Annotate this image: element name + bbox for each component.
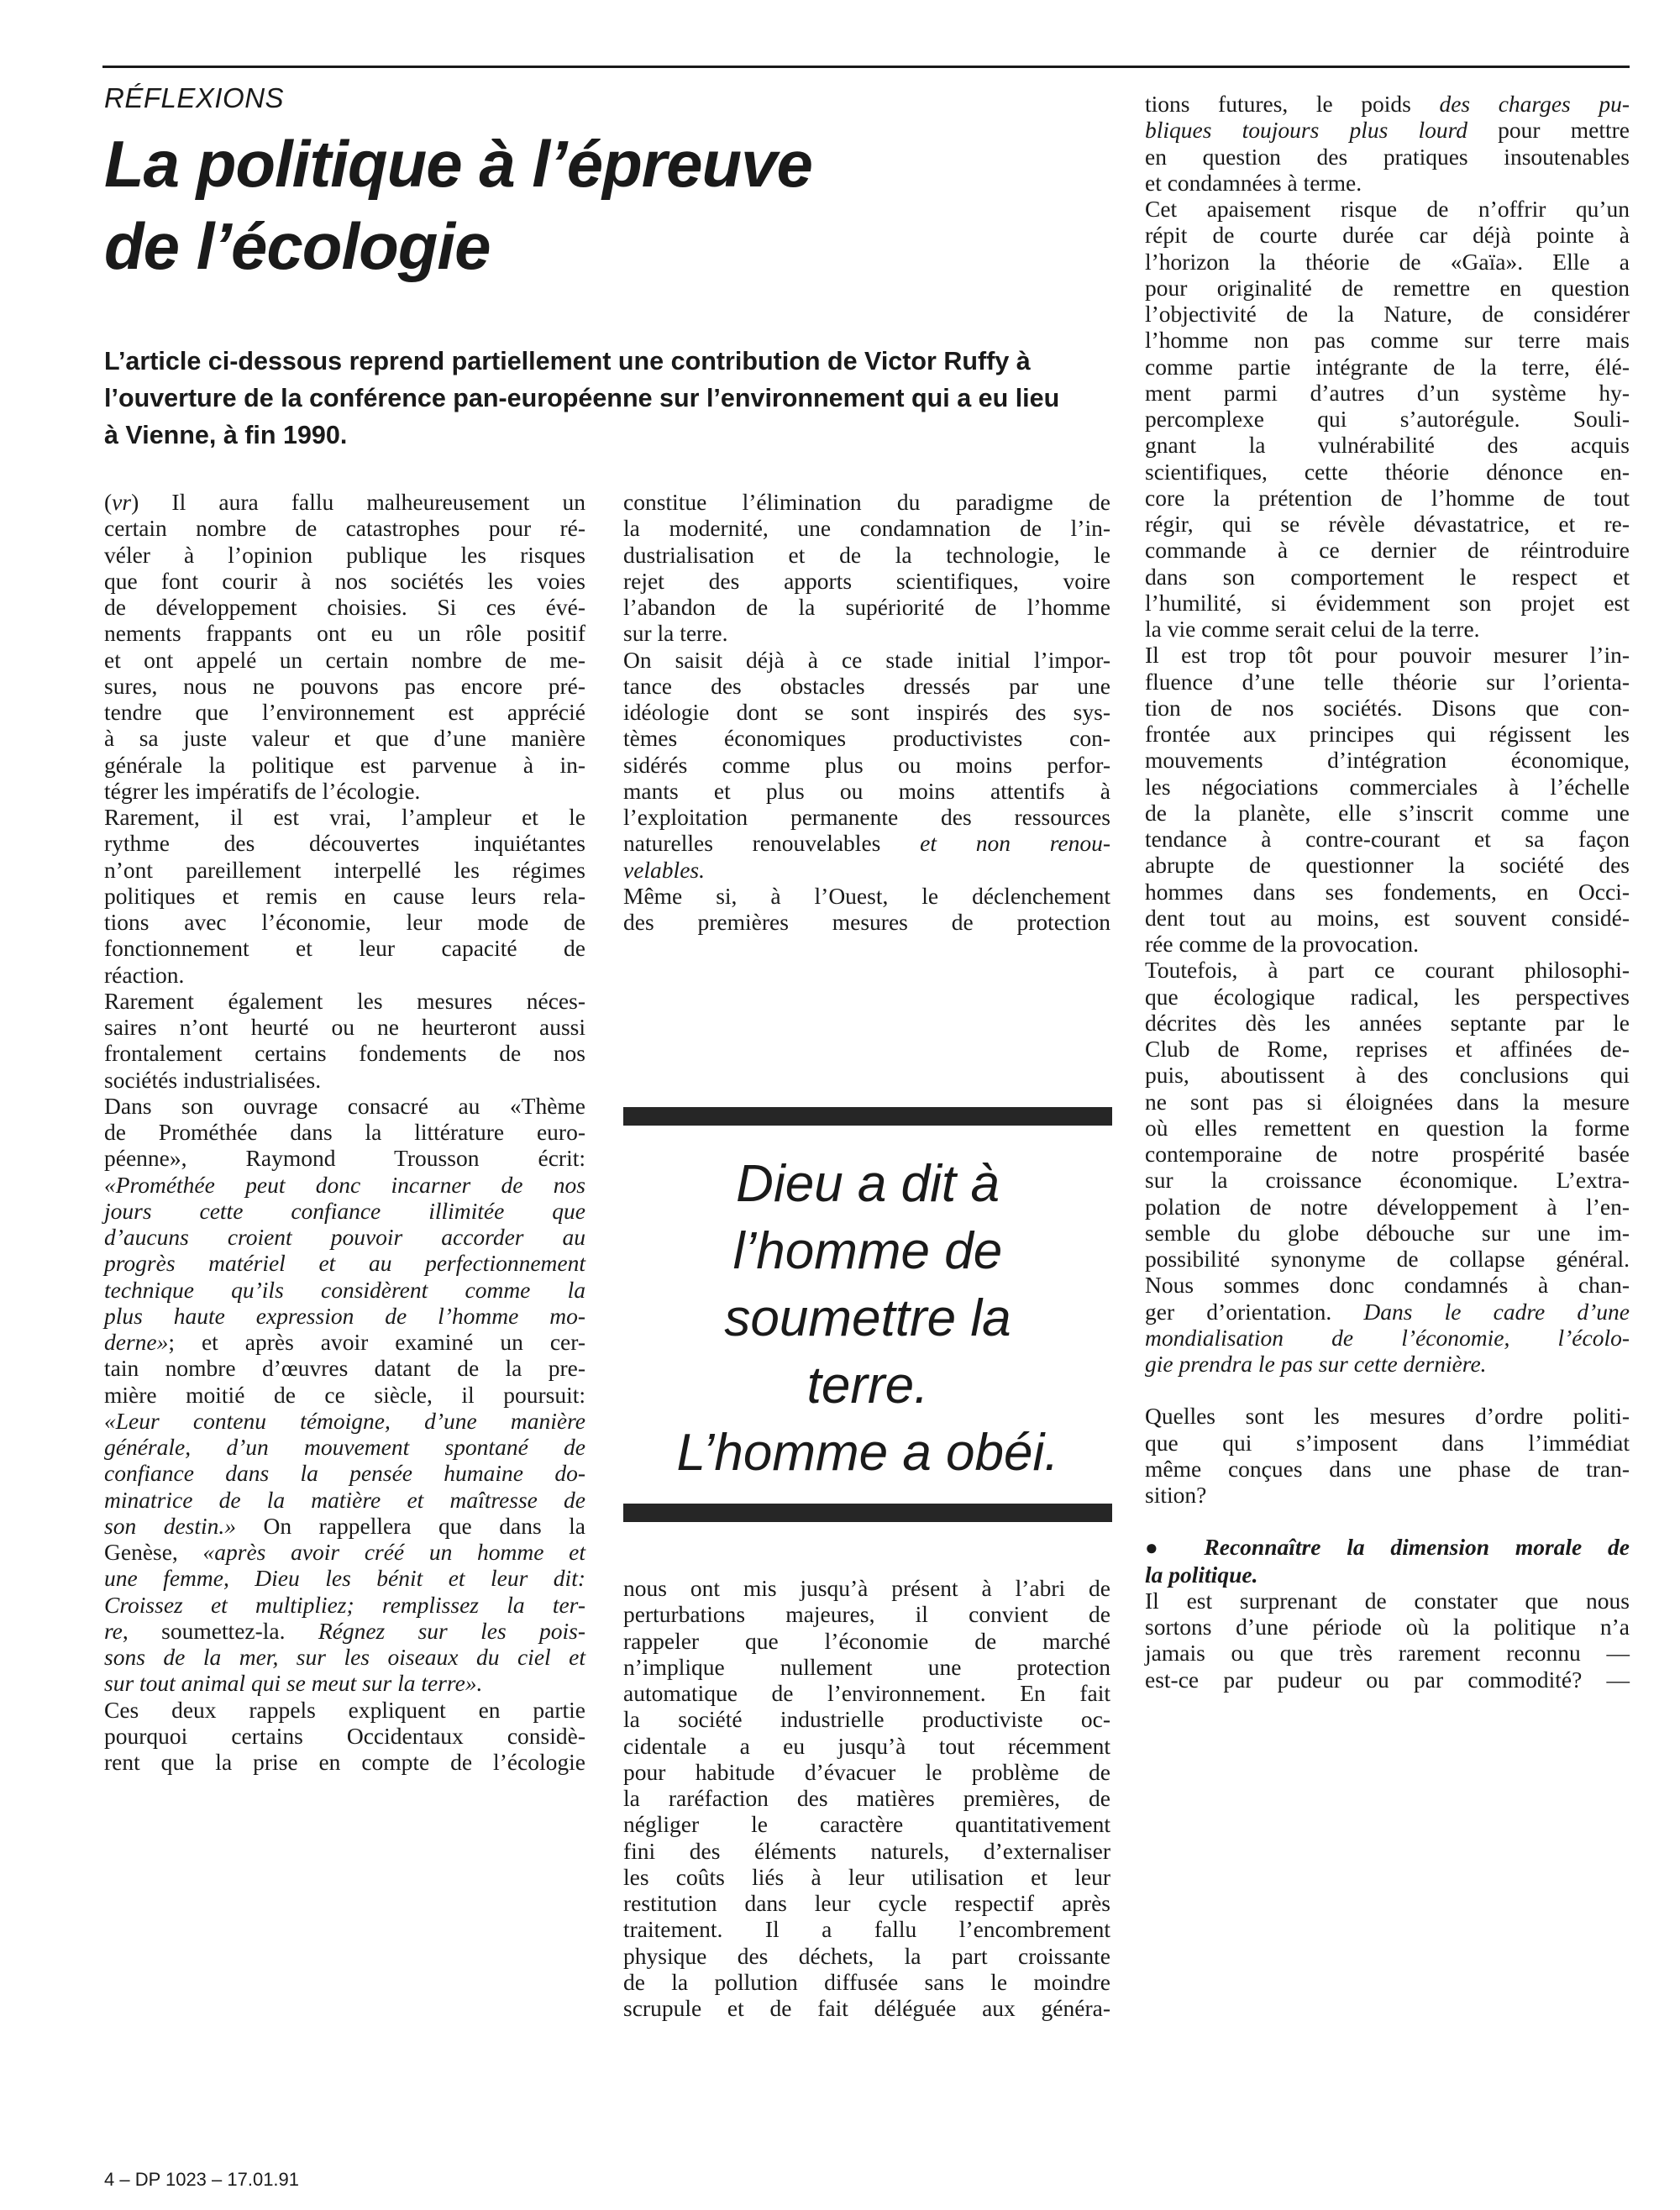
text-line: scientifiques, cette théorie dénonce en- <box>1145 458 1630 485</box>
pull-quote-line: terre. <box>806 1357 929 1415</box>
text-line: rejet des apports scientifiques, voire <box>623 567 1110 594</box>
paragraph <box>623 1575 1110 2021</box>
text-line: et ont appelé un certain nombre de me- <box>104 646 585 673</box>
text-line: où elles remettent en question la forme <box>1145 1114 1630 1141</box>
text-line: abrupte de questionner la société des <box>1145 852 1630 879</box>
text-line: n’implique nullement une protection <box>623 1653 1110 1680</box>
text-line: confiance dans la pensée humaine do- <box>104 1460 585 1487</box>
text-line: frontalement certains fondements de nos <box>104 1040 585 1067</box>
text-line: automatique de l’environnement. En fait <box>623 1680 1110 1706</box>
text-line: commande à ce dernier de réintroduire <box>1145 537 1630 564</box>
paragraph <box>1145 957 1630 1377</box>
text-line: constitue l’élimination du paradigme de <box>623 489 1110 515</box>
text-line: la vie comme serait celui de la terre. <box>1145 616 1480 642</box>
text-line: On saisit déjà à ce stade initial l’impor- <box>623 646 1110 673</box>
text-line: certain nombre de catastrophes pour ré- <box>104 515 585 542</box>
text-line: tain nombre d’œuvres datant de la pre- <box>104 1355 585 1382</box>
text-line: jours cette confiance illimitée que <box>104 1197 585 1224</box>
text-line: la société industrielle productiviste oc- <box>623 1706 1110 1733</box>
pull-quote-line: soumettre la <box>724 1289 1011 1347</box>
text-line: technique qu’ils considèrent comme la <box>104 1276 585 1303</box>
text-line: Croissez et multipliez; remplissez la ter- <box>104 1591 585 1618</box>
text-line: Cet apaisement risque de n’offrir qu’un <box>1145 196 1630 222</box>
text-line: sidérés comme plus ou moins perfor- <box>623 751 1110 778</box>
text-line: l’objectivité de la Nature, de considérer <box>1145 301 1630 327</box>
text-line: fini des éléments naturels, d’externaliser <box>623 1837 1110 1864</box>
text-line: Genèse, «après avoir créé un homme et <box>104 1539 586 1565</box>
column-1 <box>104 489 585 1775</box>
paragraph <box>104 489 585 804</box>
text-line: comme partie intégrante de la terre, élé- <box>1145 353 1630 380</box>
text-line: Il est trop tôt pour pouvoir mesurer l’in- <box>1145 642 1630 669</box>
text-line: restitution dans leur cycle respectif après <box>623 1890 1110 1916</box>
text-line: naturelles renouvelables et non renou- <box>623 830 1110 857</box>
text-line: semble du globe débouche sur une im- <box>1145 1219 1630 1246</box>
text-line: possibilité synonyme de collapse général. <box>1145 1246 1630 1272</box>
text-line: sur tout animal qui se meut sur la terre». <box>104 1670 483 1697</box>
text-line: Rarement également les mesures néces- <box>104 987 585 1014</box>
text-line: générale, d’un mouvement spontané de <box>104 1434 585 1460</box>
text-line: mouvements d’intégration économique, <box>1145 747 1630 774</box>
text-line: sur la croissance économique. L’extra- <box>1145 1167 1630 1194</box>
text-line: tendre que l’environnement est apprécié <box>104 699 585 725</box>
text-line: sortons d’une période où la politique n’a <box>1145 1614 1630 1640</box>
text-line: la raréfaction des matières premières, de <box>623 1785 1110 1811</box>
text-line: négliger le caractère quantitativement <box>623 1811 1110 1838</box>
column-2-bottom <box>623 1575 1110 2021</box>
text-line: n’ont pareillement interpellé les régimes <box>104 856 585 883</box>
text-line: Nous sommes donc condamnés à chan- <box>1145 1272 1630 1299</box>
text-line: tions avec l’économie, leur mode de <box>104 909 585 935</box>
text-line: les négociations commerciales à l’échelle <box>1145 773 1630 800</box>
text-line: Dans son ouvrage consacré au «Thème <box>104 1092 585 1119</box>
text-line: progrès matériel et au perfectionnement <box>104 1250 585 1277</box>
text-line: des premières mesures de protection <box>623 909 1110 935</box>
text-line: Club de Rome, reprises et affinées de- <box>1145 1036 1630 1062</box>
text-line: pour originalité de remettre en question <box>1145 274 1630 301</box>
text-line: tèmes économiques productivistes con- <box>623 725 1110 752</box>
text-line: d’aucuns croient pouvoir accorder au <box>104 1224 585 1250</box>
text-line: cidentale a eu jusqu’à tout récemment <box>623 1732 1110 1759</box>
text-line: puis, aboutissent à des conclusions qui <box>1145 1062 1630 1089</box>
text-line: Il est surprenant de constater que nous <box>1145 1587 1630 1614</box>
text-line: idéologie dont se sont inspirés des sys- <box>623 699 1110 725</box>
text-line: dans son comportement le respect et <box>1145 563 1630 590</box>
text-line: véler à l’opinion publique les risques <box>104 541 585 568</box>
text-line: les coûts liés à leur utilisation et leur <box>623 1863 1110 1890</box>
text-line: ment parmi d’autres d’un système hy- <box>1145 379 1630 406</box>
text-line: pour habitude d’évacuer le problème de <box>623 1758 1110 1785</box>
text-line: velables. <box>623 856 705 883</box>
column-2-top <box>623 489 1110 935</box>
paragraph <box>1145 91 1630 196</box>
text-line: réaction. <box>104 961 185 988</box>
paragraph <box>104 1093 585 1697</box>
paragraph <box>623 489 1110 647</box>
text-line: sures, nous ne pouvons pas encore pré- <box>104 672 585 699</box>
text-line: ne sont pas si éloignées dans la mesure <box>1145 1088 1630 1115</box>
page-footer: 4 – DP 1023 – 17.01.91 <box>104 2169 300 2190</box>
top-rule <box>102 66 1630 68</box>
text-line: fluence d’une telle théorie sur l’orienta- <box>1145 668 1630 695</box>
article-lead <box>104 343 1116 454</box>
text-line: rée comme de la provocation. <box>1145 931 1420 957</box>
text-line: scrupule et de fait déléguée aux généra- <box>623 1995 1110 2021</box>
paragraph <box>1145 1403 1630 1508</box>
text-line: minatrice de la matière et maîtresse de <box>104 1486 585 1513</box>
text-line: que qui s’imposent dans l’immédiat <box>1145 1429 1630 1456</box>
pull-quote-line: l’homme de <box>732 1222 1003 1280</box>
text-line: frontée aux principes qui régissent les <box>1145 721 1630 747</box>
subhead-line: ● Reconnaître la dimension morale de <box>1145 1534 1630 1561</box>
text-line: sociétés industrialisées. <box>104 1066 322 1093</box>
text-line: décrites dès les années septante par le <box>1145 1009 1630 1036</box>
text-line: saires n’ont heurté ou ne heurteront aussi <box>104 1014 585 1040</box>
text-line: de Prométhée dans la littérature euro- <box>104 1119 585 1145</box>
text-line: mants et plus ou moins attentifs à <box>623 777 1110 804</box>
text-line: plus haute expression de l’homme mo- <box>104 1302 585 1329</box>
text-line: hommes dans ses fondements, en Occi- <box>1145 878 1630 905</box>
paragraph <box>1145 1588 1630 1693</box>
text-line: Ces deux rappels expliquent en partie <box>104 1696 585 1723</box>
text-line: derne»; et après avoir examiné un cer- <box>104 1329 585 1355</box>
text-line: que écologique radical, les perspectives <box>1145 983 1630 1010</box>
text-line: péenne», Raymond Trousson écrit: <box>104 1145 585 1172</box>
text-line: core la prétention de l’homme de tout <box>1145 484 1630 511</box>
column-3 <box>1145 91 1630 1693</box>
text-line: l’homme non pas comme sur terre mais <box>1145 327 1630 354</box>
text-line: l’humilité, si évidemment son projet est <box>1145 589 1630 616</box>
text-line: traitement. Il a fallu l’encombrement <box>623 1916 1110 1943</box>
text-line: contemporaine de notre prospérité basée <box>1145 1141 1630 1167</box>
text-line: est-ce par pudeur ou par commodité? — <box>1145 1666 1630 1693</box>
subhead-line: la politique. <box>1145 1561 1258 1588</box>
text-line: sur la terre. <box>623 620 728 647</box>
paragraph <box>104 1697 585 1776</box>
text-line: et condamnées à terme. <box>1145 169 1362 196</box>
text-line: mondialisation de l’économie, l’écolo- <box>1145 1324 1630 1351</box>
text-line: tégrer les impératifs de l’écologie. <box>104 777 421 804</box>
pull-quote-line: Dieu a dit à <box>736 1155 1000 1213</box>
text-line: tendance à contre-courant et sa façon <box>1145 826 1630 852</box>
pull-quote-bottom-bar <box>623 1504 1112 1522</box>
text-line: même conçues dans une phase de tran- <box>1145 1455 1630 1482</box>
text-line: générale la politique est parvenue à in- <box>104 751 585 778</box>
text-line: sition? <box>1145 1482 1207 1508</box>
text-line: fonctionnement et leur capacité de <box>104 935 585 962</box>
section-kicker: RÉFLEXIONS <box>104 82 285 113</box>
text-line: rappeler que l’économie de marché <box>623 1627 1110 1654</box>
text-line: ger d’orientation. Dans le cadre d’une <box>1145 1298 1630 1325</box>
text-line: politiques et remis en cause leurs rela- <box>104 882 585 909</box>
title-line: La politique à l’épreuve <box>104 127 812 201</box>
text-line: l’exploitation permanente des ressources <box>623 804 1110 830</box>
text-line: l’abandon de la supériorité de l’homme <box>623 594 1110 620</box>
text-line: mière moitié de ce siècle, il poursuit: <box>104 1381 585 1408</box>
article-title <box>104 123 1112 287</box>
paragraph <box>623 647 1110 883</box>
text-line: dent tout au moins, est souvent considé- <box>1145 904 1630 931</box>
text-line: en question des pratiques insoutenables <box>1145 143 1630 170</box>
text-line: nements frappants ont eu un rôle positif <box>104 620 585 647</box>
text-line: tion de nos sociétés. Disons que con- <box>1145 694 1630 721</box>
text-line: jamais ou que très rarement reconnu — <box>1145 1640 1630 1667</box>
text-line: gnant la vulnérabilité des acquis <box>1145 432 1630 459</box>
lead-line: à Vienne, à fin 1990. <box>104 421 348 449</box>
text-line: re, soumettez-la. Régnez sur les pois- <box>104 1617 585 1644</box>
text-line: de la pollution diffusée sans le moindre <box>623 1968 1110 1995</box>
text-line: de la planète, elle s’inscrit comme une <box>1145 799 1630 826</box>
paragraph <box>623 883 1110 936</box>
paragraph <box>1145 642 1630 957</box>
text-line: pourquoi certains Occidentaux considè- <box>104 1722 585 1749</box>
text-line: à sa juste valeur et que d’une manière <box>104 725 585 752</box>
text-line: Quelles sont les mesures d’ordre politi- <box>1145 1403 1630 1430</box>
text-line: rythme des découvertes inquiétantes <box>104 830 585 857</box>
text-line: régir, qui se révèle dévastatrice, et re- <box>1145 511 1630 537</box>
subhead <box>1145 1534 1630 1588</box>
text-line: la modernité, une condamnation de l’in- <box>623 515 1110 542</box>
paragraph-gap <box>1145 1377 1630 1403</box>
text-line: rent que la prise en compte de l’écologie <box>104 1749 585 1775</box>
text-line: répit de courte durée car déjà pointe à <box>1145 222 1630 249</box>
text-line: que font courir à nos sociétés les voies <box>104 567 585 594</box>
text-line: de développement choisies. Si ces évé- <box>104 594 585 620</box>
text-line: Rarement, il est vrai, l’ampleur et le <box>104 804 585 830</box>
text-line: tions futures, le poids des charges pu- <box>1145 91 1630 117</box>
text-line: Même si, à l’Ouest, le déclenchement <box>623 882 1110 909</box>
pull-quote-top-bar <box>623 1107 1112 1126</box>
text-line: (vr) Il aura fallu malheureusement un <box>104 489 585 515</box>
text-line: bliques toujours plus lourd pour mettre <box>1145 117 1630 144</box>
text-line: «Prométhée peut donc incarner de nos <box>104 1171 585 1198</box>
text-line: percomplexe qui s’autorégule. Souli- <box>1145 406 1630 432</box>
text-line: physique des déchets, la part croissante <box>623 1942 1110 1969</box>
pull-quote-line: L’homme a obéi. <box>676 1424 1059 1482</box>
lead-line: L’article ci-dessous reprend partiellement une contribution de Victor Ruffy à <box>104 347 1031 375</box>
lead-line: l’ouverture de la conférence pan-européenne sur l’environnement qui a eu lieu <box>104 384 1060 412</box>
paragraph <box>104 988 585 1093</box>
paragraph-gap <box>1145 1508 1630 1534</box>
text-line: gie prendra le pas sur cette dernière. <box>1145 1351 1487 1377</box>
text-line: Toutefois, à part ce courant philosophi- <box>1145 957 1630 984</box>
text-line: nous ont mis jusqu’à présent à l’abri de <box>623 1575 1110 1601</box>
text-line: dustrialisation et de la technologie, le <box>623 541 1110 568</box>
pull-quote <box>623 1151 1112 1487</box>
text-line: son destin.» On rappellera que dans la <box>104 1512 585 1539</box>
title-line: de l’écologie <box>104 209 491 283</box>
text-line: l’horizon la théorie de «Gaïa». Elle a <box>1145 248 1630 275</box>
bullet-icon: ● <box>1145 1535 1179 1561</box>
text-line: sons de la mer, sur les oiseaux du ciel et <box>104 1644 585 1670</box>
text-line: perturbations majeures, il convient de <box>623 1601 1110 1628</box>
text-line: tance des obstacles dressés par une <box>623 672 1110 699</box>
text-line: «Leur contenu témoigne, d’une manière <box>104 1407 585 1434</box>
paragraph <box>1145 196 1630 642</box>
paragraph <box>104 804 585 988</box>
text-line: une femme, Dieu les bénit et leur dit: <box>104 1565 585 1592</box>
text-line: polation de notre développement à l’en- <box>1145 1193 1630 1220</box>
